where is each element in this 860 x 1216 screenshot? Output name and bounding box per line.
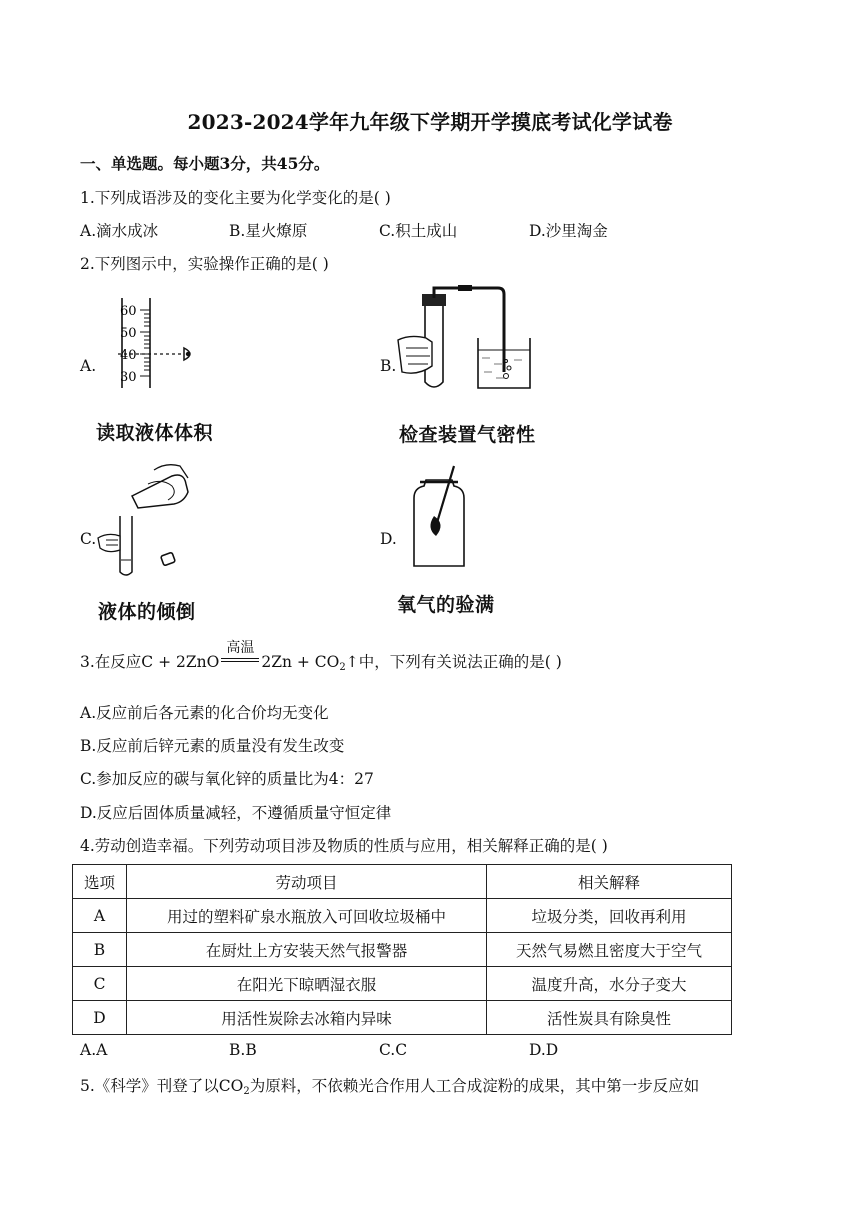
q3-option-d[interactable]: D.反应后固体质量减轻，不遵循质量守恒定律 (80, 804, 392, 822)
table-header: 选项 (73, 865, 127, 899)
q3-co2-subscript: 2 (339, 662, 346, 673)
table-cell: 在阳光下晾晒湿衣服 (127, 967, 487, 1001)
reagent-bottle-icon (132, 475, 188, 508)
q3-equation-right: 2Zn + CO (261, 653, 340, 671)
q3-condition: 高温 (226, 640, 255, 656)
q3-option-b[interactable]: B.反应前后锌元素的质量没有发生改变 (80, 737, 345, 755)
table-cell: C (73, 967, 127, 1001)
table-cell: 垃圾分类，回收再利用 (487, 899, 732, 933)
q2-figure-d-letter[interactable]: D. (380, 530, 397, 548)
q3-suffix: 中，下列有关说法正确的是( ) (358, 653, 562, 671)
q5-suffix: 为原料，不依赖光合作用人工合成淀粉的成果，其中第一步反应如 (249, 1077, 700, 1095)
q2-figure-a-caption: 读取液体体积 (96, 422, 214, 444)
test-tube-icon (120, 516, 132, 575)
table-cell: B (73, 933, 127, 967)
scale-label-60: 60 (120, 304, 137, 319)
q3-option-c[interactable]: C.参加反应的碳与氧化锌的质量比为4：27 (80, 770, 374, 788)
table-row (73, 899, 732, 933)
q2-figure-a-letter[interactable]: A. (80, 357, 97, 375)
q3-equation-left: C + 2ZnO (141, 653, 220, 671)
table-cell: 用过的塑料矿泉水瓶放入可回收垃圾桶中 (127, 899, 487, 933)
q4-option-c[interactable]: C.C (379, 1041, 408, 1059)
q1-option-b[interactable]: B.星火燎原 (229, 222, 308, 240)
table-cell: 活性炭具有除臭性 (487, 1001, 732, 1035)
q2-figure-c-letter[interactable]: C. (80, 530, 97, 548)
table-cell: 天然气易燃且密度大于空气 (487, 933, 732, 967)
hand-icon (398, 336, 432, 373)
q4-option-b[interactable]: B.B (229, 1041, 257, 1059)
q4-option-a[interactable]: A.A (80, 1041, 108, 1059)
page-title: 2023-2024学年九年级下学期开学摸底考试化学试卷 (187, 110, 673, 134)
q4-option-d[interactable]: D.D (529, 1041, 559, 1059)
q3-prefix: 3.在反应 (80, 653, 142, 671)
question-2-stem: 2.下列图示中，实验操作正确的是( ) (80, 255, 329, 273)
table-header: 劳动项目 (127, 865, 487, 899)
table-cell: D (73, 1001, 127, 1035)
airtightness-apparatus-figure (392, 284, 542, 396)
q1-option-a[interactable]: A.滴水成冰 (80, 222, 159, 240)
q2-figure-b-caption: 检查装置气密性 (399, 424, 536, 446)
scale-label-40: 40 (120, 348, 137, 363)
q4-table (72, 864, 732, 1035)
table-cell: 在厨灶上方安装天然气报警器 (127, 933, 487, 967)
table-cell: 温度升高，水分子变大 (487, 967, 732, 1001)
q2-figure-b-letter[interactable]: B. (380, 357, 397, 375)
table-row (73, 967, 732, 1001)
q3-gas-arrow: ↑ (345, 653, 359, 671)
pouring-liquid-figure (92, 456, 202, 576)
q2-figure-d-caption: 氧气的验满 (397, 594, 495, 616)
scale-label-30: 30 (120, 370, 137, 385)
table-row (73, 933, 732, 967)
question-5-stem (80, 1074, 699, 1097)
graduated-cylinder-figure (100, 292, 220, 392)
table-cell: A (73, 899, 127, 933)
gas-collection-bottle-figure (406, 462, 476, 572)
q5-prefix: 5.《科学》刊登了以CO (80, 1077, 244, 1095)
section-header: 一、单选题。每小题3分，共45分。 (80, 154, 330, 173)
q3-condition-arrow (221, 640, 259, 667)
bottle-stopper-icon (161, 552, 176, 566)
q5-co2-subscript: 2 (243, 1086, 250, 1097)
q1-option-c[interactable]: C.积土成山 (379, 222, 458, 240)
question-3-stem (80, 640, 562, 673)
table-header-row (73, 865, 732, 899)
question-1-stem: 1.下列成语涉及的变化主要为化学变化的是( ) (80, 189, 391, 207)
table-row (73, 1001, 732, 1035)
table-header: 相关解释 (487, 865, 732, 899)
scale-label-50: 50 (120, 326, 137, 341)
q1-option-d[interactable]: D.沙里淘金 (529, 222, 608, 240)
question-4-stem: 4.劳动创造幸福。下列劳动项目涉及物质的性质与应用，相关解释正确的是( ) (80, 837, 608, 855)
q2-figure-c-caption: 液体的倾倒 (98, 601, 196, 623)
q3-option-a[interactable]: A.反应前后各元素的化合价均无变化 (80, 704, 329, 722)
table-cell: 用活性炭除去冰箱内异味 (127, 1001, 487, 1035)
